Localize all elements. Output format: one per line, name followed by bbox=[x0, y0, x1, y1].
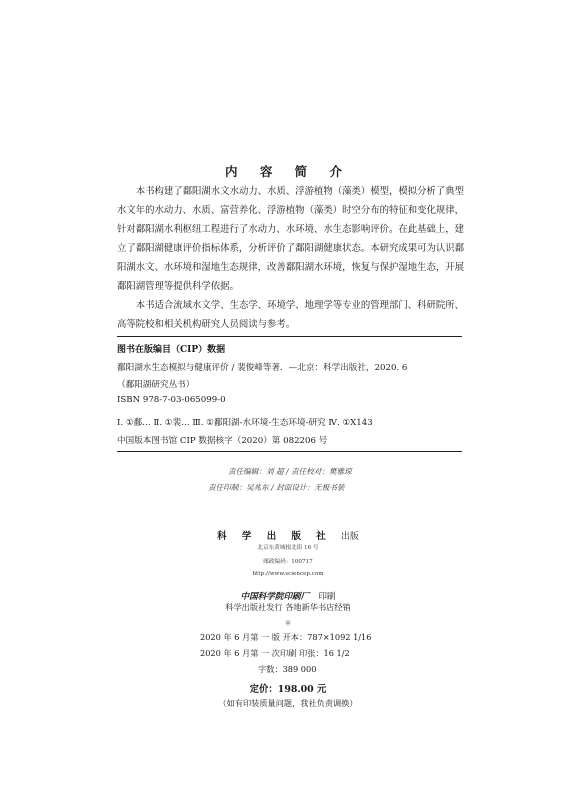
divider-star: ＊ bbox=[284, 619, 292, 627]
staff-production: 责任印制：吴兆东 / 封面设计：无极书装 bbox=[208, 483, 345, 492]
word-count: 字数：389 000 bbox=[258, 664, 317, 674]
publisher-address: 北京东黄城根北街 16 号 bbox=[257, 545, 319, 551]
cip-number: 中国版本图书馆 CIP 数据核字（2020）第 082206 号 bbox=[117, 436, 328, 446]
intro-paragraph-2: 本书适合流域水文学、生态学、环境学、地理学等专业的管理部门、科研院所、高等院校和相关机构研究人员阅读与参考。 bbox=[117, 300, 464, 330]
cip-heading: 图书在版编目（CIP）数据 bbox=[117, 345, 226, 355]
cip-series: （鄱阳湖研究丛书） bbox=[117, 380, 195, 390]
cip-bottom-rule bbox=[117, 451, 462, 452]
publisher-website: http://www.sciencep.com bbox=[252, 571, 324, 577]
intro-title: 内 容 简 介 bbox=[224, 164, 352, 179]
cip-isbn: ISBN 978-7-03-065099-0 bbox=[117, 395, 226, 405]
publisher-action: 出版 bbox=[340, 532, 359, 542]
staff-editors: 责任编辑：刘 超 / 责任校对：樊雅琼 bbox=[228, 467, 352, 476]
publisher-name: 科 学 出 版 社 bbox=[217, 531, 332, 542]
publisher-line bbox=[0, 524, 576, 543]
publisher-postcode: 邮政编码：100717 bbox=[263, 559, 313, 565]
edition-line-1: 2020 年 6 月第 一 版 开本：787×1092 1/16 bbox=[200, 632, 372, 642]
cip-top-rule bbox=[117, 336, 462, 337]
price: 定价：198.00 元 bbox=[249, 684, 327, 695]
printer-action: 印刷 bbox=[318, 592, 336, 602]
cip-citation: 鄱阳湖水生态模拟与健康评价 / 裴俊峰等著．—北京：科学出版社，2020. 6 bbox=[117, 363, 408, 373]
distribution: 科学出版社发行 各地新华书店经销 bbox=[225, 602, 351, 612]
printer-line bbox=[0, 584, 576, 603]
printer-name: 中国科学院印刷厂 bbox=[240, 592, 310, 602]
intro-body bbox=[117, 182, 464, 334]
quality-notice: （如有印装质量问题，我社负责调换） bbox=[218, 698, 358, 708]
cip-classification: Ⅰ. ①鄱… Ⅱ. ①裴… Ⅲ. ①鄱阳湖-水环境-生态环境-研究 Ⅳ. ①X143 bbox=[117, 418, 373, 428]
intro-paragraph-1: 本书构建了鄱阳湖水文水动力、水质、浮游植物（藻类）模型，模拟分析了典型水文年的水动力、水质、富营养化、浮游植物（藻类）时空分布的特征和变化规律，针对鄱阳湖水利枢纽工程进行了水动力、水环境、水生态影响评价。在此基础上，建立了鄱阳湖健康评价指标体系，分析评价了鄱阳湖健康状态。本研究成果可为认识鄱阳湖水文、水环境和湿地生态规律，改善鄱阳湖水环境，恢复与保护湿地生态，开展鄱阳湖管理等提供科学依据。 bbox=[117, 186, 464, 292]
edition-line-2: 2020 年 6 月第 一 次印刷 印张：16 1/2 bbox=[200, 648, 350, 658]
